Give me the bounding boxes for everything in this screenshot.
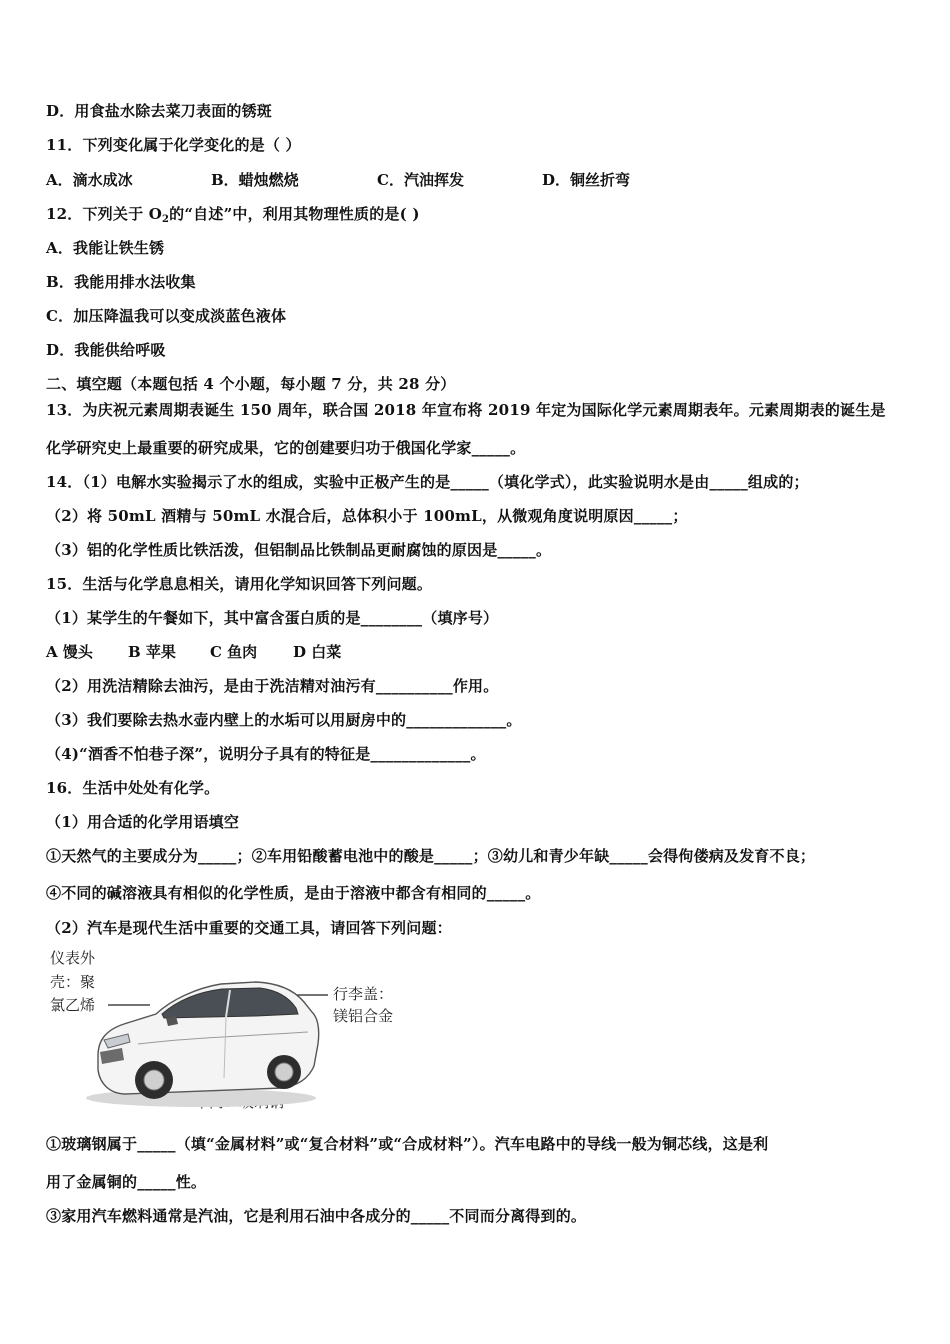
q11-option-c: C．汽油挥发 bbox=[377, 171, 464, 189]
q12-option-b: B．我能用排水法收集 bbox=[46, 273, 196, 291]
question-16-part-1-line-b: ④不同的碱溶液具有相似的化学性质，是由于溶液中都含有相同的_____。 bbox=[46, 884, 541, 902]
q12-subscript: 2 bbox=[161, 214, 170, 225]
question-13-line-1: 13．为庆祝元素周期表诞生 150 周年，联合国 2018 年宣布将 2019 年定为国际化学元素周期表年。元素周期表的诞生是 bbox=[46, 401, 886, 419]
label-trunk-line-2: 镁铝合金 bbox=[333, 1007, 394, 1025]
q12-option-c: C．加压降温我可以变成淡蓝色液体 bbox=[46, 307, 287, 325]
q10-option-d: D．用食盐水除去菜刀表面的锈斑 bbox=[46, 102, 273, 120]
section-2-heading: 二、填空题（本题包括 4 个小题，每小题 7 分，共 28 分） bbox=[46, 375, 456, 393]
question-15-part-1: （1）某学生的午餐如下，其中富含蛋白质的是________（填序号） bbox=[46, 609, 499, 627]
question-13-line-2: 化学研究史上最重要的研究成果，它的创建要归功于俄国化学家_____。 bbox=[46, 439, 526, 457]
question-15-part-3: （3）我们要除去热水壶内壁上的水垢可以用厨房中的_____________。 bbox=[46, 711, 522, 729]
question-16-part-2: （2）汽车是现代生活中重要的交通工具，请回答下列问题： bbox=[46, 919, 452, 937]
q12-option-d: D．我能供给呼吸 bbox=[46, 341, 166, 359]
q11-option-d: D．铜丝折弯 bbox=[542, 171, 631, 189]
q15-option-c: C 鱼肉 bbox=[210, 643, 258, 661]
question-14-part-3: （3）铝的化学性质比铁活泼，但铝制品比铁制品更耐腐蚀的原因是_____。 bbox=[46, 541, 552, 559]
label-dashboard-line-2: 壳：聚 bbox=[50, 973, 96, 991]
car-illustration bbox=[46, 948, 426, 1120]
q15-option-b: B 苹果 bbox=[128, 643, 176, 661]
question-14-part-2: （2）将 50mL 酒精与 50mL 水混合后，总体积小于 100mL，从微观角度说明原因_____； bbox=[46, 507, 688, 525]
question-11: 11．下列变化属于化学变化的是（ ） bbox=[46, 136, 301, 154]
question-16-part-1: （1）用合适的化学用语填空 bbox=[46, 813, 240, 831]
car-figure bbox=[46, 948, 426, 1120]
front-wheel-rim bbox=[144, 1070, 164, 1090]
question-14-part-1: 14．（1）电解水实验揭示了水的组成，实验中正极产生的是_____（填化学式），此实验说明水是由_____组成的； bbox=[46, 473, 809, 491]
q15-option-a: A 馒头 bbox=[46, 643, 93, 661]
question-15-part-4: （4)“酒香不怕巷子深”，说明分子具有的特征是_____________。 bbox=[46, 745, 486, 763]
q12-text-post: 的“自述”中，利用其物理性质的是( ) bbox=[169, 205, 420, 223]
label-trunk-line-1: 行李盖： bbox=[333, 985, 394, 1003]
label-dashboard-line-3: 氯乙烯 bbox=[50, 996, 96, 1014]
rear-wheel-rim bbox=[275, 1063, 293, 1081]
question-15: 15．生活与化学息息相关，请用化学知识回答下列问题。 bbox=[46, 575, 433, 593]
label-dashboard-line-1: 仪表外 bbox=[50, 949, 96, 967]
question-16: 16．生活中处处有化学。 bbox=[46, 779, 220, 797]
question-16-part-2-line-a: ①玻璃钢属于_____（填“金属材料”或“复合材料”或“合成材料”）。汽车电路中的导线一般为铜芯线，这是利 bbox=[46, 1135, 769, 1153]
question-16-part-2-line-c: ③家用汽车燃料通常是汽油，它是利用石油中各成分的_____不同而分离得到的。 bbox=[46, 1207, 587, 1225]
q12-text-pre: 12．下列关于 O bbox=[46, 205, 162, 223]
question-16-part-1-line-a: ①天然气的主要成分为_____；②车用铅酸蓄电池中的酸是_____；③幼儿和青少年缺_____会得佝偻病及发育不良； bbox=[46, 847, 816, 865]
question-12 bbox=[46, 204, 420, 230]
q11-option-b: B．蜡烛燃烧 bbox=[211, 171, 299, 189]
question-15-part-2: （2）用洗洁精除去油污，是由于洗洁精对油污有__________作用。 bbox=[46, 677, 499, 695]
question-16-part-2-line-b: 用了金属铜的_____性。 bbox=[46, 1173, 207, 1191]
q15-option-d: D 白菜 bbox=[293, 643, 342, 661]
q12-option-a: A．我能让铁生锈 bbox=[46, 239, 165, 257]
q11-option-a: A．滴水成冰 bbox=[46, 171, 133, 189]
